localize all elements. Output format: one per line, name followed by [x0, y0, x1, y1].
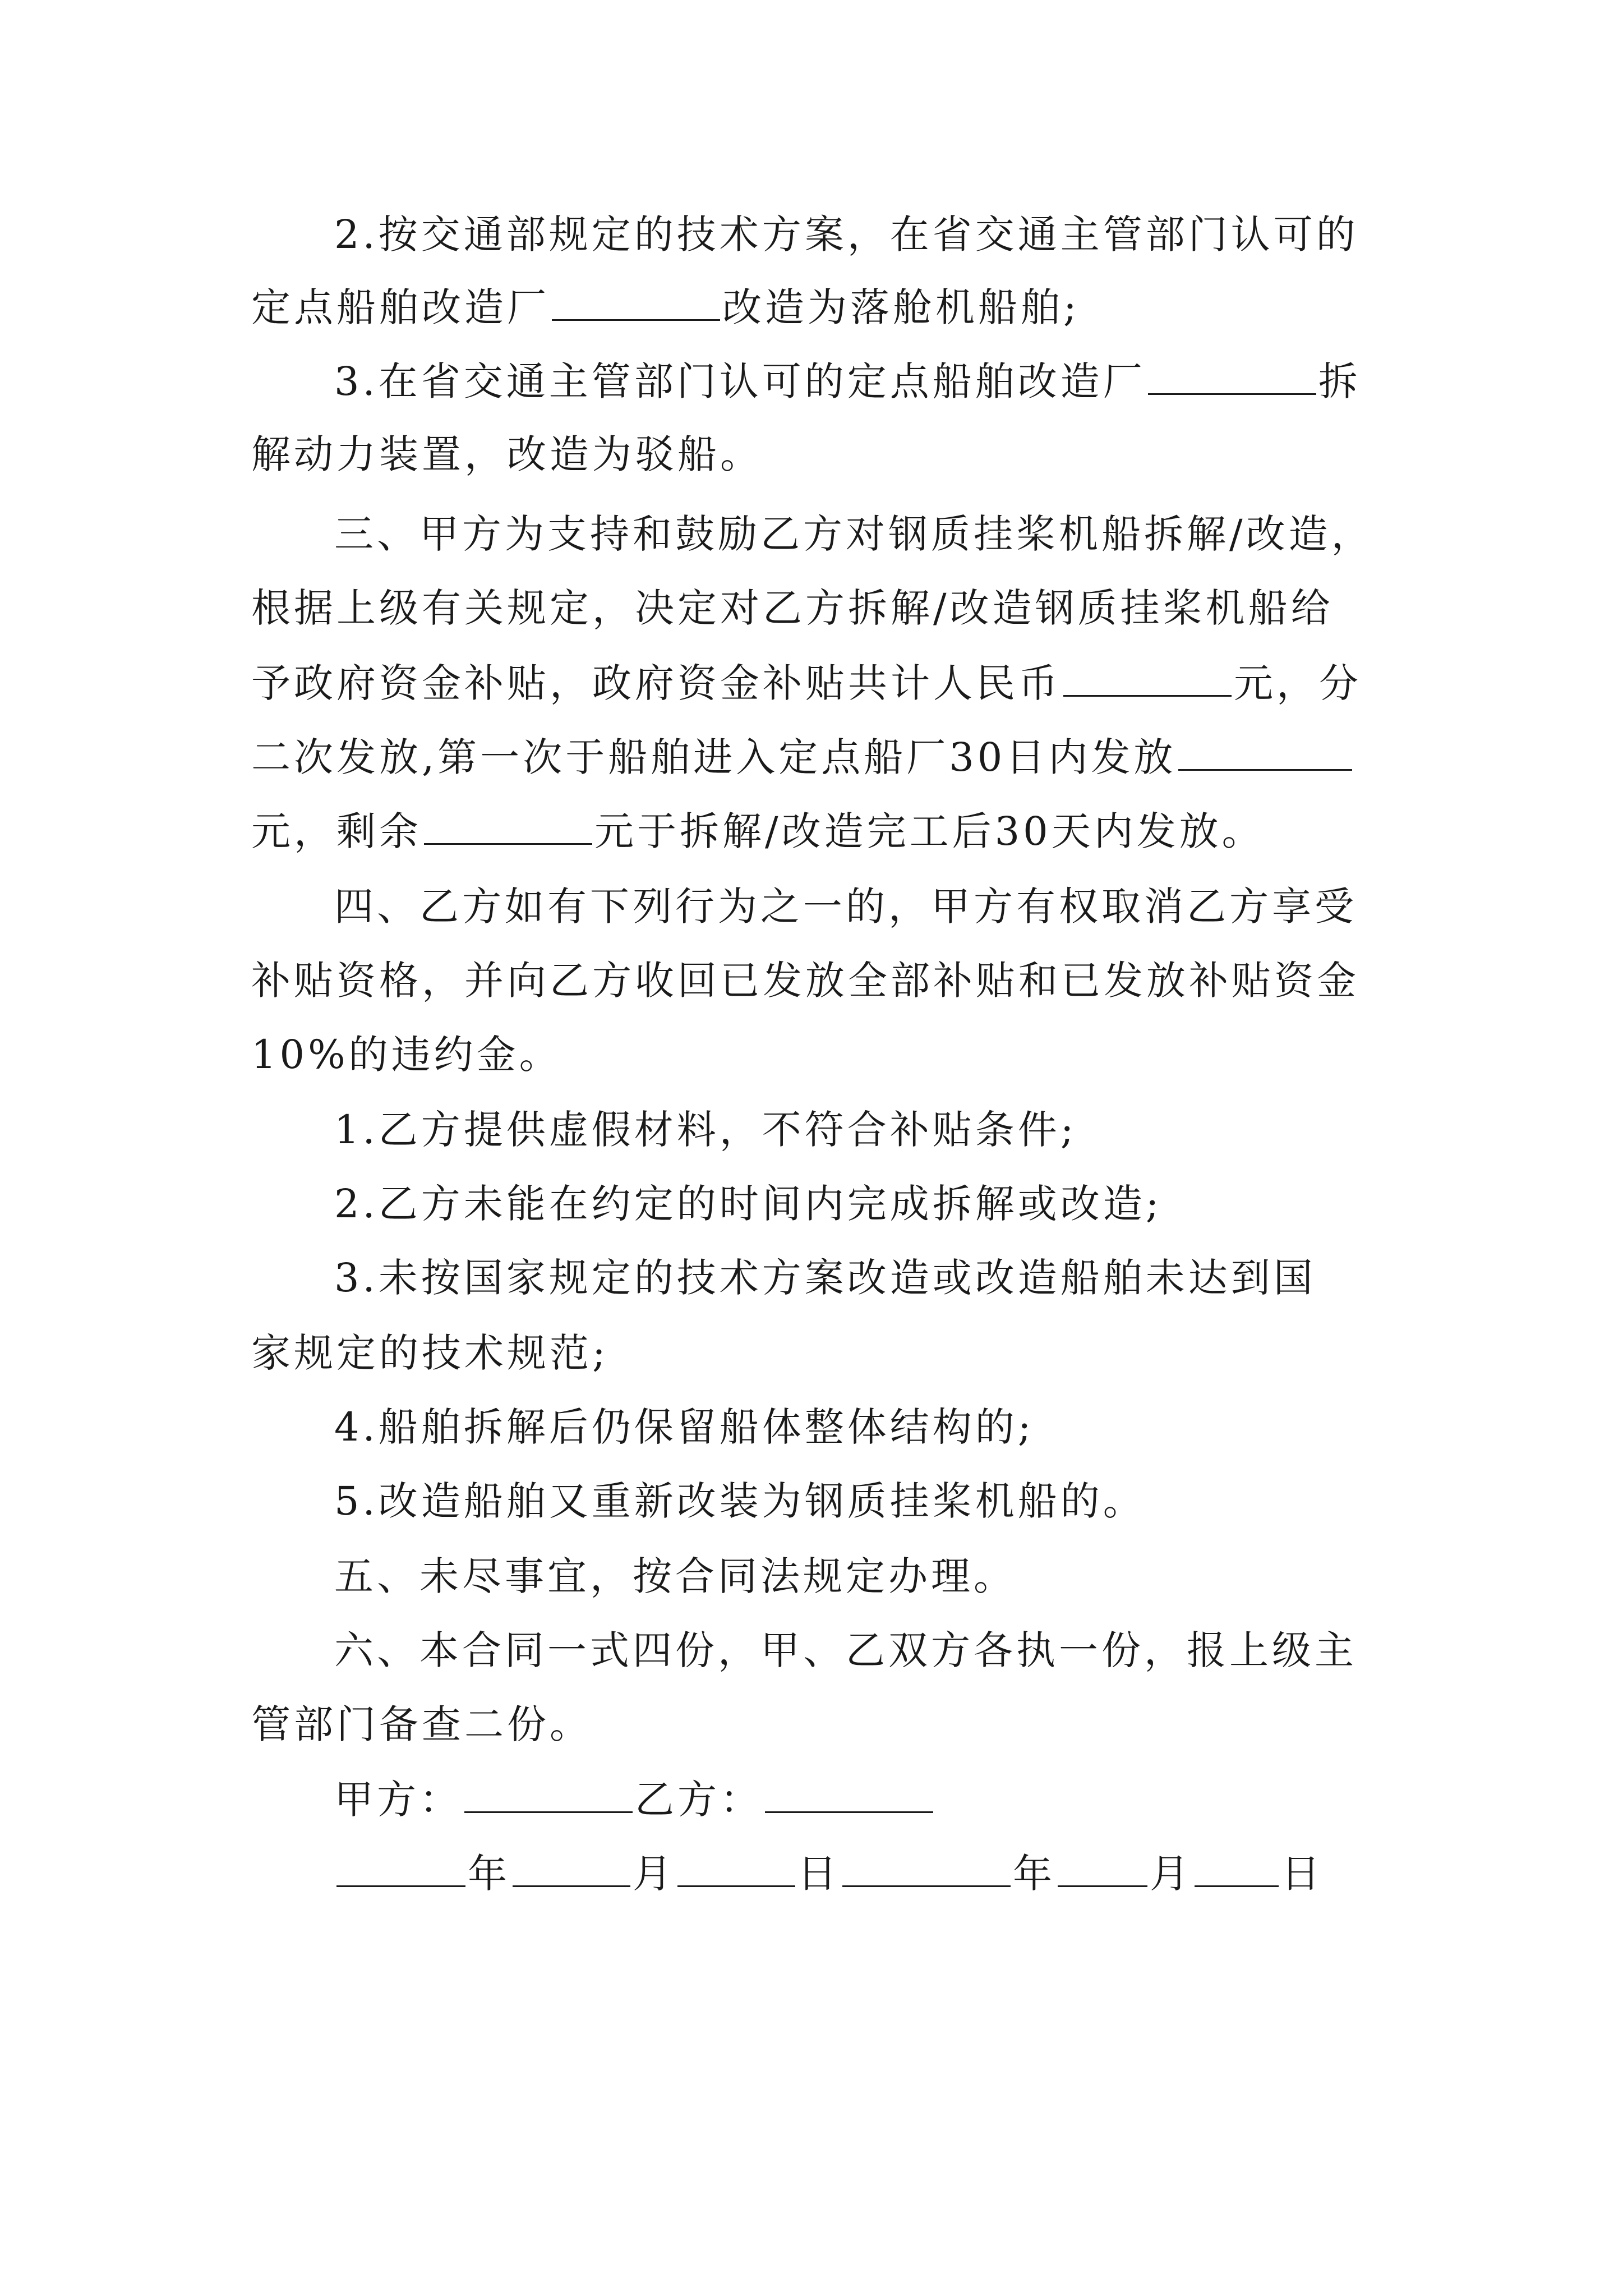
section-5 [334, 1548, 1016, 1604]
year-label: 年 [1013, 1851, 1055, 1897]
text: 4.船舶拆解后仍保留船体整体结构的; [334, 1404, 1035, 1450]
text: 1.乙方提供虚假材料，不符合补贴条件; [334, 1107, 1077, 1153]
text: 元，分 [1234, 660, 1362, 706]
month-label: 月 [1150, 1851, 1192, 1897]
year-a-blank[interactable] [336, 1852, 465, 1887]
text: 二次发放,第一次于船舶进入定点船厂30日内发放 [251, 734, 1177, 780]
day-label: 日 [1281, 1851, 1324, 1897]
fill-blank[interactable] [1148, 360, 1316, 395]
text: 元于拆解/改造完工后30天内发放。 [594, 808, 1265, 854]
party-a-blank[interactable] [464, 1778, 633, 1813]
year-label: 年 [468, 1851, 510, 1897]
text: 2.按交通部规定的技术方案，在省交通主管部门认可的 [334, 211, 1359, 257]
text: 解动力装置，改造为驳船。 [251, 431, 763, 477]
signature-parties [334, 1772, 935, 1828]
clause-3-line-1 [334, 353, 1361, 409]
text: 10%的违约金。 [251, 1032, 562, 1078]
fill-blank[interactable] [424, 809, 592, 845]
text: 根据上级有关规定，决定对乙方拆解/改造钢质挂桨机船给 [251, 585, 1334, 631]
item-2 [334, 1176, 1162, 1232]
party-a-label: 甲方： [334, 1777, 462, 1823]
year-b-blank[interactable] [842, 1852, 1011, 1887]
text: 予政府资金补贴，政府资金补贴共计人民币 [251, 660, 1061, 706]
party-b-label: 乙方： [635, 1777, 763, 1823]
section-6-line-1 [334, 1622, 1357, 1678]
item-3-line-2 [251, 1325, 609, 1381]
item-1 [334, 1102, 1077, 1158]
text: 3.在省交通主管部门认可的定点船舶改造厂 [334, 358, 1146, 404]
text: 5.改造船舶又重新改装为钢质挂桨机船的。 [334, 1478, 1146, 1524]
month-a-blank[interactable] [513, 1852, 630, 1887]
party-b-blank[interactable] [765, 1778, 933, 1813]
text: 元，剩余 [251, 808, 422, 854]
text: 改造为落舱机船舶; [722, 284, 1080, 330]
clause-2-line-2 [251, 279, 1080, 335]
clause-3-line-2 [251, 426, 763, 482]
section-3-line-3 [251, 655, 1362, 711]
section-6-line-2 [251, 1696, 592, 1752]
section-3-line-4 [251, 729, 1354, 785]
section-3-line-2 [251, 580, 1334, 636]
text: 3.未按国家规定的技术方案改造或改造船舶未达到国 [334, 1255, 1316, 1301]
fill-blank[interactable] [1063, 661, 1232, 697]
text: 定点船舶改造厂 [251, 284, 550, 330]
section-3-line-5 [251, 803, 1265, 859]
day-label: 日 [797, 1851, 840, 1897]
day-b-blank[interactable] [1195, 1852, 1279, 1887]
section-4-line-1 [334, 878, 1357, 935]
item-3-line-1 [334, 1250, 1316, 1306]
text: 补贴资格，并向乙方收回已发放全部补贴和已发放补贴资金 [251, 958, 1359, 1004]
month-label: 月 [633, 1851, 675, 1897]
clause-2-line-1 [334, 206, 1359, 263]
day-a-blank[interactable] [677, 1852, 795, 1887]
section-3-line-1 [334, 506, 1374, 562]
text: 四、乙方如有下列行为之一的，甲方有权取消乙方享受 [334, 884, 1357, 930]
text: 三、甲方为支持和鼓励乙方对钢质挂桨机船拆解/改造， [334, 511, 1374, 557]
fill-blank[interactable] [552, 286, 720, 321]
text: 2.乙方未能在约定的时间内完成拆解或改造; [334, 1181, 1163, 1227]
item-4 [334, 1399, 1034, 1455]
text: 五、未尽事宜，按合同法规定办理。 [334, 1553, 1016, 1599]
text: 管部门备查二份。 [251, 1701, 592, 1747]
text: 六、本合同一式四份，甲、乙双方各执一份，报上级主 [334, 1627, 1357, 1673]
month-b-blank[interactable] [1058, 1852, 1147, 1887]
signature-dates [334, 1846, 1324, 1902]
section-4-line-2 [251, 953, 1359, 1009]
item-5 [334, 1473, 1146, 1529]
fill-blank[interactable] [1178, 735, 1352, 771]
text: 家规定的技术规范; [251, 1330, 609, 1376]
section-4-line-3 [251, 1027, 562, 1083]
text: 拆 [1318, 358, 1361, 404]
